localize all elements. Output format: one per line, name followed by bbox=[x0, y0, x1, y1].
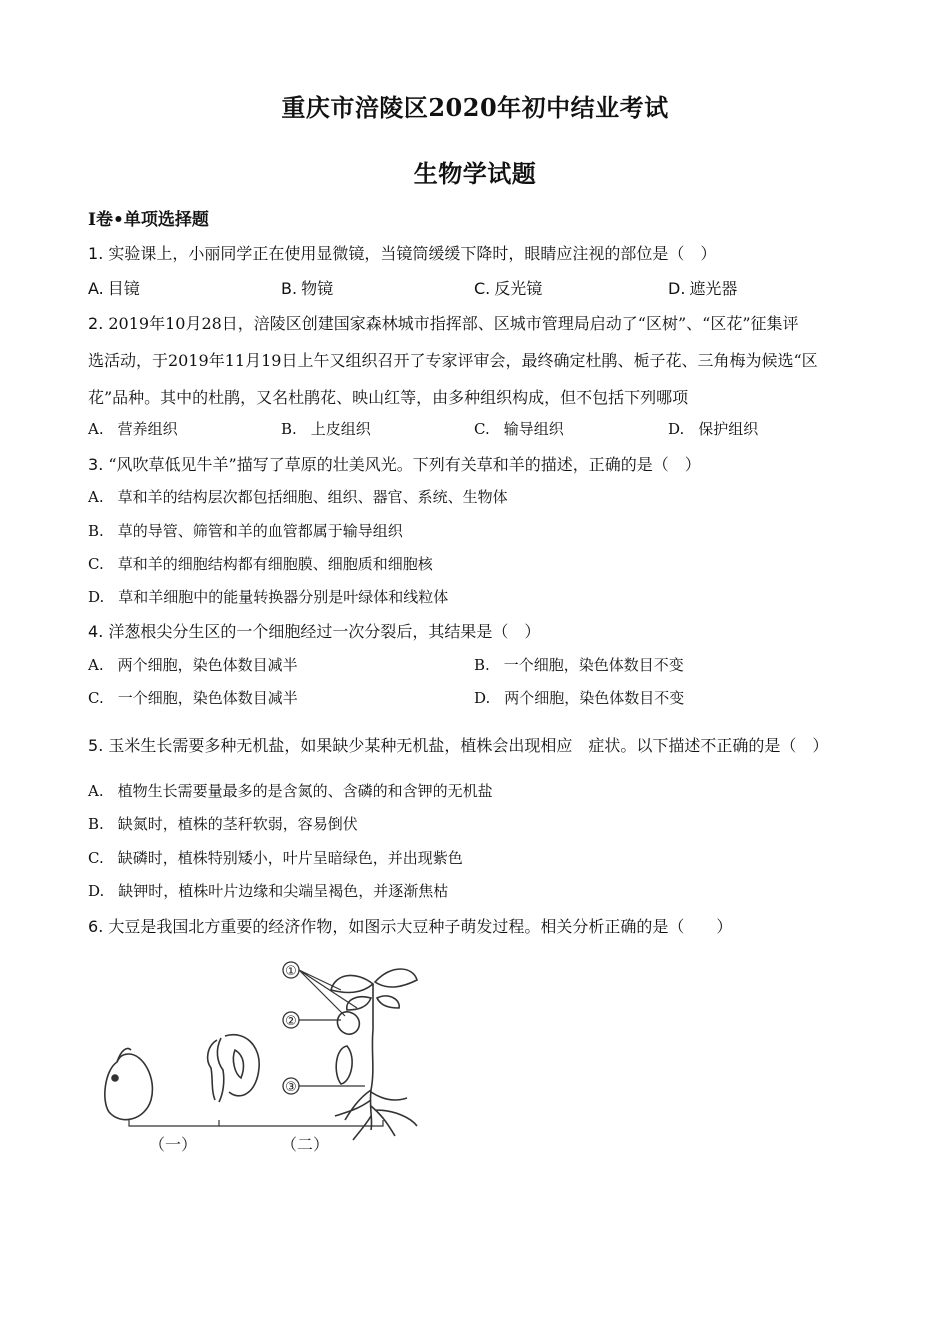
q4-option-d: D. 两个细胞，染色体数目不变 bbox=[474, 689, 685, 707]
question-number: 2 bbox=[88, 314, 99, 333]
q1-option-b: B. 物镜 bbox=[281, 279, 334, 298]
question-text: . 玉米生长需要多种无机盐，如果缺少某种无机盐，植株会出现相应 症状。以下描述不正确的是（ ） bbox=[98, 736, 829, 755]
question-text: . 洋葱根尖分生区的一个细胞经过一次分裂后，其结果是（ ） bbox=[98, 622, 541, 641]
leaf-drawing bbox=[331, 975, 373, 992]
q5-option-b: B. 缺氮时，植株的茎秆软弱，容易倒伏 bbox=[88, 815, 358, 833]
bracket-stage-1 bbox=[129, 1120, 219, 1126]
q3-option-b: B. 草的导管、筛管和羊的血管都属于输导组织 bbox=[88, 522, 403, 540]
q1-option-d: D. 遮光器 bbox=[668, 279, 738, 298]
q4-option-b: B. 一个细胞，染色体数目不变 bbox=[474, 656, 684, 674]
root-drawing bbox=[335, 1090, 417, 1140]
question-text: . “风吹草低见牛羊”描写了草原的壮美风光。下列有关草和羊的描述，正确的是（ ） bbox=[98, 455, 701, 474]
q2-option-b: B. 上皮组织 bbox=[281, 420, 371, 438]
marker-1: ① bbox=[285, 964, 297, 979]
question-2 bbox=[88, 311, 799, 334]
question-number: 5 bbox=[88, 736, 99, 755]
q2-option-c: C. 输导组织 bbox=[474, 420, 564, 438]
question-6 bbox=[88, 914, 732, 937]
seed-drawing bbox=[105, 1054, 153, 1120]
q4-option-a: A. 两个细胞，染色体数目减半 bbox=[88, 656, 298, 674]
question-3 bbox=[88, 452, 701, 475]
pod-drawing bbox=[336, 1046, 352, 1084]
q2-option-d: D. 保护组织 bbox=[668, 420, 759, 438]
question-number: 6 bbox=[88, 917, 99, 936]
question-2-line-2: 选活动，于2019年11月19日上午又组织召开了专家评审会，最终确定杜鹃、栀子花、三角梅为候选“区 bbox=[88, 351, 818, 370]
q1-option-c: C. 反光镜 bbox=[474, 279, 543, 298]
q5-option-c: C. 缺磷时，植株特别矮小，叶片呈暗绿色，并出现紫色 bbox=[88, 849, 463, 867]
soybean-germination-figure bbox=[95, 950, 445, 1160]
cotyledon-drawing bbox=[337, 1012, 359, 1034]
question-text: . 实验课上，小丽同学正在使用显微镜，当镜筒缓缓下降时，眼睛应注视的部位是（ ） bbox=[98, 244, 717, 263]
q3-option-d: D. 草和羊细胞中的能量转换器分别是叶绿体和线粒体 bbox=[88, 588, 449, 606]
exam-subtitle: 生物学试题 bbox=[413, 159, 537, 188]
q3-option-a: A. 草和羊的结构层次都包括细胞、组织、器官、系统、生物体 bbox=[88, 488, 508, 506]
question-text-line-1: . 2019年10月28日，涪陵区创建国家森林城市指挥部、区城市管理局启动了“区树”、“区花”征集评 bbox=[98, 314, 799, 333]
exam-title: 重庆市涪陵区2020年初中结业考试 bbox=[281, 93, 669, 122]
section-heading: Ⅰ卷•单项选择题 bbox=[88, 210, 209, 230]
sprouting-seed-drawing bbox=[225, 1035, 259, 1096]
question-4 bbox=[88, 619, 540, 642]
stage-1-label: （一） bbox=[148, 1135, 198, 1154]
marker-3: ③ bbox=[285, 1080, 297, 1095]
bracket-stage-2 bbox=[219, 1120, 383, 1126]
marker-2: ② bbox=[285, 1014, 297, 1029]
hilum-dot bbox=[112, 1075, 118, 1081]
q1-option-a: A. 目镜 bbox=[88, 279, 140, 298]
q3-option-c: C. 草和羊的细胞结构都有细胞膜、细胞质和细胞核 bbox=[88, 555, 433, 573]
question-2-line-3: 花”品种。其中的杜鹃，又名杜鹃花、映山红等，由多种组织构成，但不包括下列哪项 bbox=[88, 388, 689, 407]
stage-2-label: （二） bbox=[280, 1135, 330, 1154]
q5-option-d: D. 缺钾时，植株叶片边缘和尖端呈褐色，并逐渐焦枯 bbox=[88, 882, 449, 900]
question-5 bbox=[88, 733, 828, 756]
q4-option-c: C. 一个细胞，染色体数目减半 bbox=[88, 689, 298, 707]
question-text: . 大豆是我国北方重要的经济作物，如图示大豆种子萌发过程。相关分析正确的是（ ） bbox=[98, 917, 733, 936]
question-1 bbox=[88, 241, 716, 264]
question-number: 1 bbox=[88, 244, 99, 263]
question-number: 3 bbox=[88, 455, 99, 474]
seedling-stem bbox=[370, 1030, 373, 1130]
q5-option-a: A. 植物生长需要量最多的是含氮的、含磷的和含钾的无机盐 bbox=[88, 782, 493, 800]
question-number: 4 bbox=[88, 622, 99, 641]
q2-option-a: A. 营养组织 bbox=[88, 420, 178, 438]
